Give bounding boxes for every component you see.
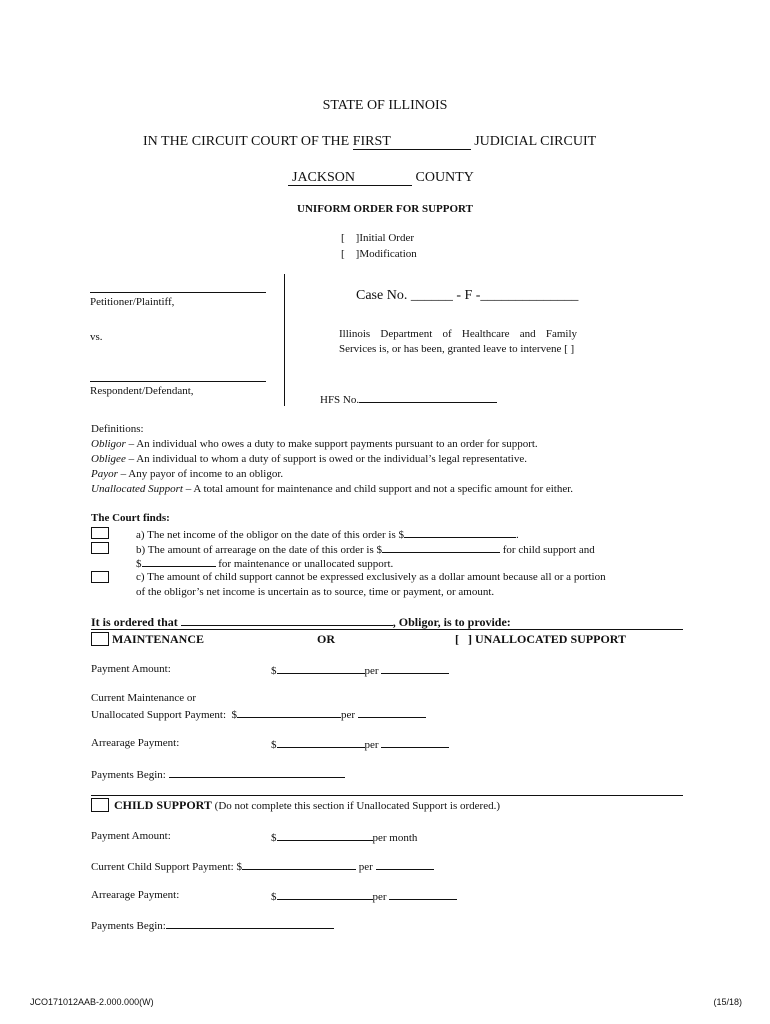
- per-label: per: [372, 891, 387, 903]
- child-support-heading: [114, 798, 500, 813]
- maint-begins: [91, 767, 345, 781]
- hfs-number-field[interactable]: [359, 391, 497, 403]
- definition-obligee: [91, 453, 527, 465]
- form-id: JCO171012AAB-2.000.000(W): [30, 997, 154, 1007]
- cs-arrearage-label: Arrearage Payment:: [91, 889, 180, 901]
- maintenance-checkbox[interactable]: [91, 632, 109, 646]
- vs-label: vs.: [90, 331, 103, 343]
- cs-amount-field[interactable]: [277, 830, 373, 841]
- maint-arrearage-field[interactable]: [277, 737, 365, 748]
- hfs-number-label: HFS No.: [320, 394, 360, 406]
- finding-c-line2: of the obligor’s net income is uncertain as to source, time or payment, or amount.: [136, 586, 495, 598]
- cs-begins: [91, 918, 334, 932]
- finding-b-dollar: $: [136, 558, 142, 570]
- cs-begins-label: Payments Begin:: [91, 920, 166, 932]
- section-divider-2: [91, 795, 683, 796]
- unallocated-checkbox[interactable]: [ ] UNALLOCATED SUPPORT: [455, 632, 627, 646]
- finding-c-checkbox[interactable]: [91, 571, 109, 583]
- child-support-note: (Do not complete this section if Unallocated Support is ordered.): [211, 800, 500, 812]
- maintenance-arrearage-field[interactable]: [142, 556, 216, 567]
- current-maint-label-2: Unallocated Support Payment:: [91, 709, 227, 721]
- respondent-line[interactable]: [90, 381, 266, 382]
- net-income-field[interactable]: [404, 527, 516, 538]
- petitioner-label: Petitioner/Plaintiff,: [90, 296, 175, 308]
- child-support-title: CHILD SUPPORT: [114, 798, 212, 812]
- finding-b-checkbox[interactable]: [91, 542, 109, 554]
- cs-arrearage: [271, 889, 457, 903]
- definition-text: – Any payor of income to an obligor.: [117, 468, 284, 480]
- county-line: [288, 170, 474, 186]
- maint-arrearage: [271, 737, 449, 751]
- current-maint-label-1: Current Maintenance or: [91, 692, 197, 704]
- maintenance-label: MAINTENANCE: [112, 632, 205, 646]
- definition-term: Unallocated Support: [91, 483, 183, 495]
- circuit-value: FIRST: [352, 134, 391, 149]
- dollar-sign: $: [271, 832, 277, 844]
- unallocated-label: ] UNALLOCATED SUPPORT: [468, 632, 627, 646]
- modification-label: ]Modification: [355, 248, 417, 260]
- dollar-sign: $: [271, 665, 277, 677]
- finding-b-text: b) The amount of arrearage on the date of this order is $: [136, 544, 382, 556]
- maint-begins-label: Payments Begin:: [91, 769, 166, 781]
- per-label: per: [341, 709, 356, 721]
- finding-a-text: a) The net income of the obligor on the date of this order is $: [136, 529, 405, 541]
- finding-c: c) The amount of child support cannot be expressed exclusively as a dollar amount because all or a portion: [136, 571, 606, 583]
- order-suffix: , Obligor, is to provide:: [392, 615, 511, 629]
- current-maint-line: [91, 707, 426, 721]
- revision-date: (15/18): [713, 997, 742, 1007]
- form-title: UNIFORM ORDER FOR SUPPORT: [297, 203, 473, 215]
- child-support-checkbox[interactable]: [91, 798, 109, 812]
- definition-payor: [91, 468, 283, 480]
- current-maint-amount-field[interactable]: [237, 707, 341, 718]
- finding-a-checkbox[interactable]: [91, 527, 109, 539]
- order-line: [91, 614, 511, 630]
- state-title: STATE OF ILLINOIS: [322, 98, 448, 113]
- finding-b-text-3: for maintenance or unallocated support.: [218, 558, 394, 570]
- court-line: [143, 134, 596, 150]
- or-label: OR: [317, 632, 335, 646]
- dollar-sign: $: [271, 891, 277, 903]
- maint-arrearage-frequency-field[interactable]: [381, 737, 449, 748]
- maint-begins-field[interactable]: [169, 767, 345, 778]
- county-label: COUNTY: [415, 170, 474, 185]
- order-prefix: It is ordered that: [91, 615, 178, 629]
- cs-arrearage-field[interactable]: [277, 889, 373, 900]
- court-suffix: JUDICIAL CIRCUIT: [474, 134, 597, 149]
- petitioner-line[interactable]: [90, 292, 266, 293]
- cs-payment-amount: [271, 830, 417, 844]
- cs-current: [91, 859, 434, 873]
- circuit-field[interactable]: [353, 135, 471, 150]
- maint-payment-amount-label: Payment Amount:: [91, 663, 171, 675]
- definitions-heading: Definitions:: [91, 423, 144, 435]
- maint-frequency-field[interactable]: [381, 663, 449, 674]
- definition-text: – An individual who owes a duty to make support payments pursuant to an order for support.: [125, 438, 538, 450]
- child-support-arrearage-field[interactable]: [382, 542, 500, 553]
- definition-text: – A total amount for maintenance and child support and not a specific amount for either.: [182, 483, 574, 495]
- respondent-label: Respondent/Defendant,: [90, 385, 194, 397]
- section-divider: [91, 629, 683, 630]
- definition-term: Obligee: [91, 453, 126, 465]
- definition-obligor: [91, 438, 538, 450]
- finding-b-text-2: for child support and: [502, 544, 595, 556]
- maint-arrearage-label: Arrearage Payment:: [91, 737, 180, 749]
- per-label: per: [364, 739, 379, 751]
- finding-b: [136, 542, 595, 556]
- finding-b-line2: [136, 556, 393, 570]
- current-maint-frequency-field[interactable]: [358, 707, 426, 718]
- finding-a: a) The net income of the obligor on the date of this order is $ .: [136, 529, 519, 541]
- definition-term: Payor: [91, 468, 118, 480]
- dollar-sign: $: [271, 739, 277, 751]
- per-month-label: per month: [372, 832, 418, 844]
- modification-checkbox[interactable]: [ ]Modification: [341, 248, 417, 260]
- case-number[interactable]: Case No. ______ - F -______________: [356, 288, 579, 303]
- initial-order-label: ]Initial Order: [355, 232, 415, 244]
- definition-text: – An individual to whom a duty of support is owed or the individual’s legal representative.: [125, 453, 527, 465]
- cs-current-frequency-field[interactable]: [376, 859, 434, 870]
- obligor-name-field[interactable]: [181, 614, 393, 626]
- dollar-sign: $: [231, 709, 238, 721]
- cs-current-label: Current Child Support Payment: $: [91, 861, 242, 873]
- county-field[interactable]: [288, 171, 412, 186]
- cs-begins-field[interactable]: [166, 918, 334, 929]
- cs-arrearage-frequency-field[interactable]: [389, 889, 457, 900]
- per-label: per: [358, 861, 373, 873]
- maint-payment-amount: [271, 663, 449, 677]
- definition-term: Obligor: [91, 438, 126, 450]
- hfs-number-line: [320, 391, 497, 406]
- cs-payment-amount-label: Payment Amount:: [91, 830, 171, 842]
- caption-divider: [284, 274, 285, 406]
- hfs-intervene-text: Illinois Department of Healthcare and Family Services is, or has been, granted leave to intervene [ ]: [339, 328, 577, 355]
- initial-order-checkbox[interactable]: [ ]Initial Order: [341, 232, 415, 244]
- definition-unallocated: [91, 483, 573, 495]
- court-prefix: IN THE CIRCUIT COURT OF THE: [143, 134, 350, 149]
- per-label: per: [364, 665, 379, 677]
- cs-current-amount-field[interactable]: [242, 859, 356, 870]
- county-value: JACKSON: [292, 170, 356, 185]
- maint-amount-field[interactable]: [277, 663, 365, 674]
- court-finds-heading: The Court finds:: [91, 512, 170, 524]
